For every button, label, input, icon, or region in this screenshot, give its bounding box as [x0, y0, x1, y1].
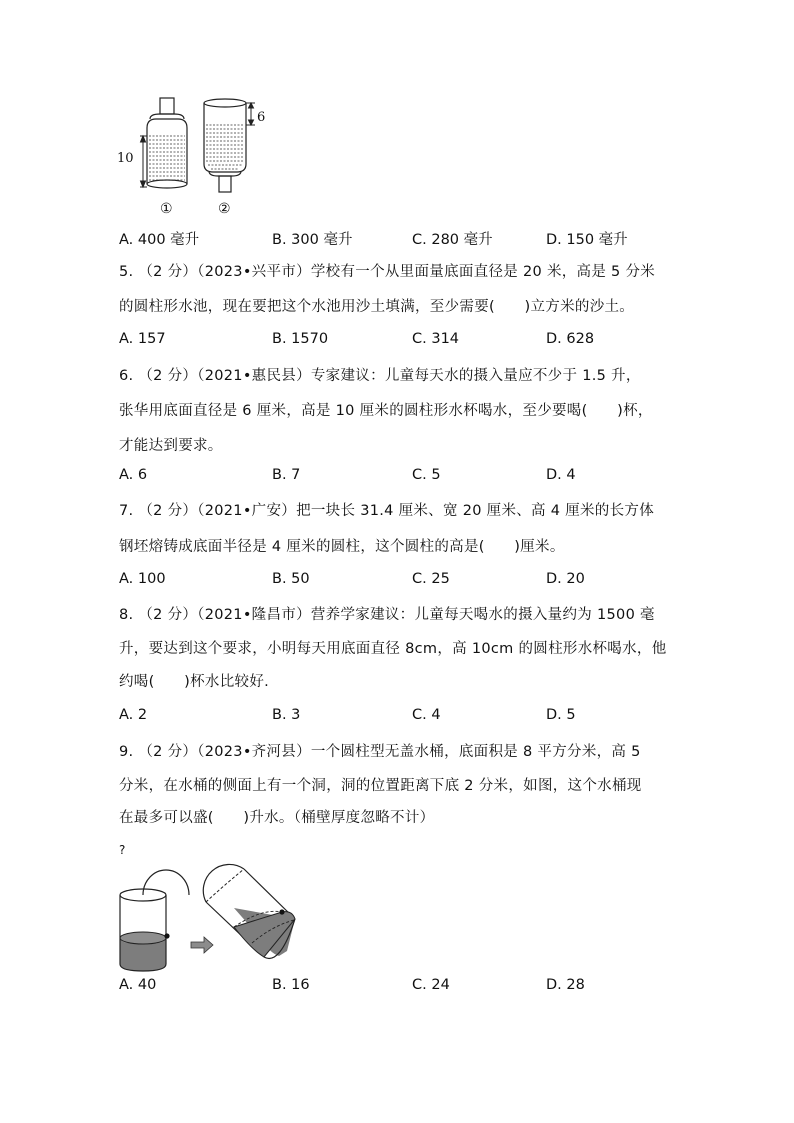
- q7-option-b[interactable]: B. 50: [272, 571, 310, 587]
- q7-option-c[interactable]: C. 25: [412, 571, 450, 587]
- q9-option-b[interactable]: B. 16: [272, 977, 310, 993]
- q4-option-a[interactable]: A. 400 毫升: [119, 232, 200, 248]
- bucket-tilted: [203, 864, 295, 959]
- q5-line-2: 的圆柱形水池，现在要把这个水池用沙土填满，至少需要( )立方米的沙土。: [119, 299, 635, 315]
- q8-line-1: 8. （2 分）（2021•隆昌市）营养学家建议：儿童每天喝水的摄入量约为 1500 毫: [119, 607, 655, 623]
- bucket-upright: [120, 870, 189, 971]
- label-circled-1: ①: [160, 201, 173, 217]
- q6-option-d[interactable]: D. 4: [546, 467, 576, 483]
- q7-line-1: 7. （2 分）（2021•广安）把一块长 31.4 厘米、宽 20 厘米、高 4 厘米的长方体: [119, 503, 654, 519]
- q8-option-a[interactable]: A. 2: [119, 707, 148, 723]
- q8-line-2: 升，要达到这个要求，小明每天用底面直径 8cm，高 10cm 的圆柱形水杯喝水，他: [119, 641, 667, 657]
- arrow-right-icon: [191, 937, 213, 953]
- q9-line-3: 在最多可以盛( )升水。（桶壁厚度忽略不计）: [119, 810, 435, 826]
- q5-line-1: 5. （2 分）（2023•兴平市）学校有一个从里面量底面直径是 20 米，高是 5 分米: [119, 264, 656, 280]
- bucket-figure: [112, 858, 312, 974]
- q7-option-a[interactable]: A. 100: [119, 571, 166, 587]
- q8-line-3: 约喝( )杯水比较好.: [119, 674, 270, 690]
- bottle-two-water: [206, 125, 244, 169]
- q9-question-mark: ?: [119, 843, 126, 857]
- label-10: 10: [117, 151, 134, 166]
- q4-option-d[interactable]: D. 150 毫升: [546, 232, 628, 248]
- q6-line-2: 张华用底面直径是 6 厘米，高是 10 厘米的圆柱形水杯喝水，至少要喝( )杯，: [119, 403, 653, 419]
- q5-option-d[interactable]: D. 628: [546, 331, 595, 347]
- q5-option-c[interactable]: C. 314: [412, 331, 460, 347]
- q7-line-2: 钢坯熔铸成底面半径是 4 厘米的圆柱，这个圆柱的高是( )厘米。: [119, 539, 565, 555]
- q5-option-b[interactable]: B. 1570: [272, 331, 329, 347]
- q9-line-2: 分米，在水桶的侧面上有一个洞，洞的位置距离下底 2 分米，如图，这个水桶现: [119, 778, 642, 794]
- q9-option-c[interactable]: C. 24: [412, 977, 450, 993]
- bottles-figure: [110, 92, 280, 222]
- q6-option-b[interactable]: B. 7: [272, 467, 301, 483]
- q5-option-a[interactable]: A. 157: [119, 331, 166, 347]
- q4-option-c[interactable]: C. 280 毫升: [412, 232, 493, 248]
- q6-line-3: 才能达到要求。: [119, 438, 223, 454]
- q6-option-c[interactable]: C. 5: [412, 467, 441, 483]
- q6-line-1: 6. （2 分）（2021•惠民县）专家建议：儿童每天水的摄入量应不少于 1.5 升，: [119, 368, 641, 384]
- q8-option-d[interactable]: D. 5: [546, 707, 576, 723]
- bottle-two: [204, 99, 246, 192]
- q8-option-b[interactable]: B. 3: [272, 707, 301, 723]
- label-6: 6: [257, 110, 266, 125]
- dimension-6: [246, 103, 255, 125]
- label-circled-2: ②: [218, 201, 231, 217]
- bottle-one: [147, 98, 187, 188]
- bottle-one-water: [149, 136, 185, 180]
- q9-option-a[interactable]: A. 40: [119, 977, 157, 993]
- q7-option-d[interactable]: D. 20: [546, 571, 585, 587]
- q9-line-1: 9. （2 分）（2023•齐河县）一个圆柱型无盖水桶，底面积是 8 平方分米，高 5: [119, 744, 641, 760]
- q8-option-c[interactable]: C. 4: [412, 707, 441, 723]
- q9-option-d[interactable]: D. 28: [546, 977, 585, 993]
- dimension-10: [140, 136, 147, 187]
- q6-option-a[interactable]: A. 6: [119, 467, 148, 483]
- q4-option-b[interactable]: B. 300 毫升: [272, 232, 353, 248]
